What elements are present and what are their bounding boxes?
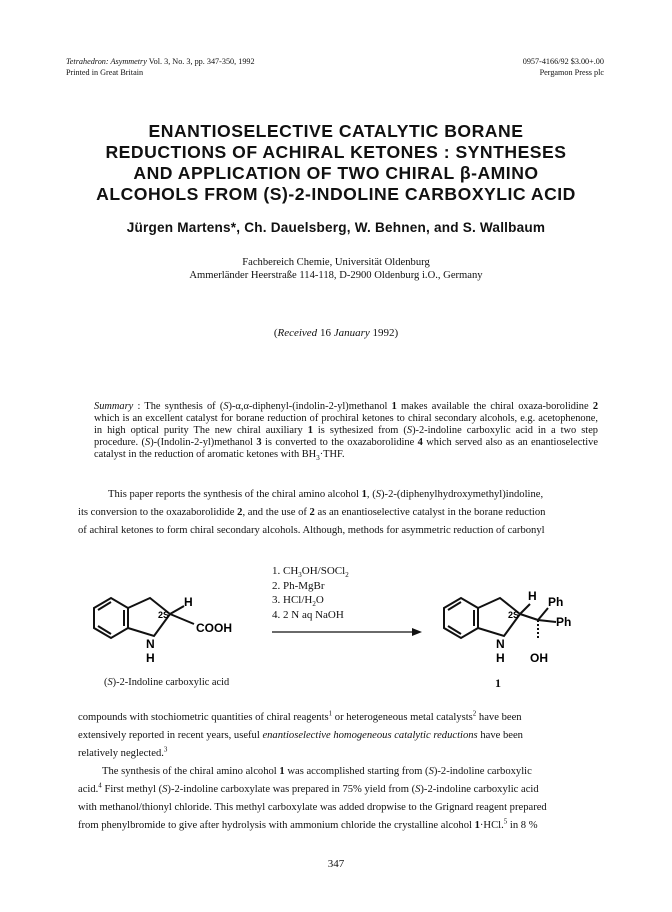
journal-citation [66, 57, 255, 68]
text: or heterogeneous metal catalysts [332, 712, 473, 723]
stereo-descriptor: S [145, 437, 151, 449]
reagent: CH [283, 565, 299, 577]
text: its conversion to the oxazaborolidide [78, 507, 238, 518]
body-line: with methanol/thionyl chloride. This methyl carboxylate was added dropwise to the Grignard reagent prepared [78, 802, 547, 813]
running-header-right [523, 57, 604, 78]
reference-marker: 3 [163, 745, 168, 754]
compound-number: 1 [391, 401, 397, 412]
printed-in: Printed in Great Britain [66, 67, 144, 77]
compound-number: 1 [307, 425, 313, 437]
subscript: 3 [316, 454, 320, 463]
step-number: 4. [272, 608, 281, 621]
h-label: H [528, 589, 537, 603]
reaction-scheme [0, 560, 672, 700]
reaction-step [272, 579, 349, 594]
compound-number: 1 [474, 820, 480, 831]
compound-number: 2 [309, 507, 315, 518]
compound-number: 2 [237, 507, 243, 518]
reagent: O [315, 594, 324, 606]
body-line: of achiral ketones to form chiral secondary alcohols. Although, methods for asymmetric reduction of carbonyl [78, 525, 545, 536]
received-paren: ( [273, 327, 278, 339]
synthesis-paragraph [78, 763, 602, 835]
reagent: OH/SOCl [301, 565, 346, 577]
text: )-2-Indoline carboxylic acid [112, 677, 230, 688]
publisher: Pergamon Press plc [539, 67, 604, 77]
affiliation-line: Ammerländer Heerstraße 114-118, D-2900 Oldenburg i.O., Germany [189, 270, 483, 281]
stereo-descriptor: S [415, 784, 421, 795]
text: )-2-indoline carboxylate was prepared in 75% yield from ( [167, 784, 416, 795]
compound-number: 1 [279, 766, 285, 777]
stereo-descriptor: S [375, 489, 382, 500]
reaction-step [272, 608, 349, 623]
compound-number: 1 [361, 489, 367, 500]
summary-text: )-α,α-diphenyl-(indolin-2-yl)methanol [228, 401, 392, 412]
affiliation-line: Fachbereich Chemie, Universität Oldenburg [242, 257, 430, 268]
reference-marker: 4 [98, 781, 102, 790]
step-number: 3. [272, 594, 281, 606]
received-day: 16 [317, 327, 334, 339]
body-line [78, 817, 602, 835]
received-month: January [333, 327, 370, 339]
reference-marker: 2 [472, 709, 477, 718]
reaction-arrow [272, 626, 422, 638]
summary-text: is converted to the oxazaborolidine [261, 437, 418, 449]
text: in 8 % [507, 820, 538, 831]
text: ·HCl. [479, 820, 504, 831]
affiliation [40, 256, 632, 282]
summary-text: : The synthesis of ( [133, 401, 224, 412]
citation-details: Vol. 3, No. 3, pp. 347-350, 1992 [146, 57, 255, 66]
reagent: HCl/H [283, 594, 313, 606]
continuation-paragraph [78, 709, 602, 763]
text: have been [477, 730, 523, 741]
author-list: Jürgen Martens*, Ch. Dauelsberg, W. Behnen, and S. Wallbaum [126, 220, 546, 235]
summary-text: which is an excellent catalyst for borane reduction of prochiral ketones to chiral secondary alcohols, e.g. acetophenone, in high optical purity The new chiral auxiliary [94, 413, 598, 437]
text: This paper reports the synthesis of the chiral amino alcohol [108, 489, 362, 500]
body-line [78, 781, 602, 799]
title-line: ALCOHOLS FROM (S)-2-INDOLINE CARBOXYLIC ACID [96, 184, 576, 204]
text: First methyl ( [101, 784, 163, 795]
reagent: Ph-MgBr [283, 579, 325, 592]
stereo-descriptor: S [406, 425, 413, 437]
subscript: 2 [312, 600, 316, 609]
subscript: 3 [298, 571, 302, 580]
reference-marker: 1 [328, 709, 333, 718]
summary-text: is sythesized from ( [312, 425, 407, 437]
page-number: 347 [327, 858, 345, 870]
stereo-descriptor: S [107, 677, 113, 688]
reaction-step [272, 593, 349, 608]
nh-label: H [146, 651, 155, 665]
compound-number: 4 [417, 437, 423, 449]
amino-alcohol-1-structure [434, 578, 604, 678]
text: from phenylbromide to give after hydrolysis with ammonium chloride the crystalline alcohol [78, 820, 475, 831]
issn-price: 0957-4166/92 $3.00+.00 [522, 57, 604, 66]
stereo-label: 2S [508, 610, 520, 620]
left-compound-caption [104, 677, 229, 688]
text: , and the use of [242, 507, 310, 518]
emphasis: enantioselective homogeneous catalytic reductions [262, 730, 478, 741]
text: have been [476, 712, 522, 723]
step-number: 1. [272, 565, 281, 577]
paper-title [40, 121, 632, 205]
text: The synthesis of the chiral amino alcohol [102, 766, 280, 777]
text: ( [104, 677, 108, 688]
received-date [40, 327, 632, 339]
phenyl-label: Ph [548, 595, 564, 609]
compound-1-label: 1 [495, 676, 501, 690]
summary-text: ·THF. [319, 449, 345, 461]
phenyl-label: Ph [556, 615, 572, 629]
compound-number: 3 [256, 437, 262, 449]
text: , ( [366, 489, 376, 500]
reaction-step [272, 564, 349, 579]
summary-text: )-(Indolin-2-yl)methanol [150, 437, 257, 449]
text: was accomplished starting from ( [284, 766, 429, 777]
text: compounds with stochiometric quantities of chiral reagents [78, 712, 329, 723]
journal-name: Tetrahedron: Asymmetry [66, 57, 147, 66]
text: acid. [78, 784, 99, 795]
oh-label: OH [530, 651, 548, 665]
compound-number: 2 [592, 401, 599, 412]
indoline-carboxylic-acid-structure [84, 578, 254, 668]
text: as an enantioselective catalyst in the borane reduction [314, 507, 546, 518]
summary-label: Summary [94, 401, 134, 412]
summary-text: )-2-indoline carboxylic acid in a two step procedure. ( [94, 425, 598, 449]
summary-text: makes available the chiral oxaza-borolidine [396, 401, 593, 412]
text: )-2-(diphenylhydroxymethyl)indoline, [381, 489, 544, 500]
h-label: H [184, 595, 193, 609]
body-line [78, 709, 602, 727]
reference-marker: 5 [503, 817, 508, 826]
nh-label: H [496, 651, 505, 665]
title-line: REDUCTIONS OF ACHIRAL KETONES : SYNTHESES [105, 142, 567, 162]
intro-paragraph [78, 486, 602, 540]
running-header-left [66, 57, 255, 78]
summary-abstract [94, 401, 598, 461]
cooh-label: COOH [196, 621, 232, 635]
stereo-descriptor: S [162, 784, 168, 795]
body-line [78, 745, 602, 763]
step-number: 2. [272, 579, 281, 592]
text: relatively neglected. [78, 748, 164, 759]
text: )-2-indoline carboxylic [433, 766, 532, 777]
summary-text: which served also as an enantioselective catalyst in the reduction of aromatic ketones with BH [94, 437, 598, 461]
subscript: 2 [345, 571, 349, 580]
reagent: 2 N aq NaOH [283, 608, 344, 621]
n-label: N [496, 637, 505, 651]
body-line [78, 486, 602, 504]
stereo-descriptor: S [428, 766, 434, 777]
received-word: Received [277, 327, 318, 339]
title-line: ENANTIOSELECTIVE CATALYTIC BORANE [148, 121, 524, 141]
body-line [78, 727, 602, 745]
received-year: 1992) [369, 327, 399, 339]
stereo-label: 2S [158, 610, 170, 620]
text: extensively reported in recent years, useful [78, 730, 263, 741]
stereo-descriptor: S [223, 401, 229, 412]
title-line: AND APPLICATION OF TWO CHIRAL β-AMINO [133, 163, 539, 183]
body-line [78, 504, 602, 522]
body-line [78, 763, 602, 781]
text: )-2-indoline carboxylic acid [420, 784, 539, 795]
reaction-conditions [272, 564, 349, 622]
n-label: N [146, 637, 155, 651]
